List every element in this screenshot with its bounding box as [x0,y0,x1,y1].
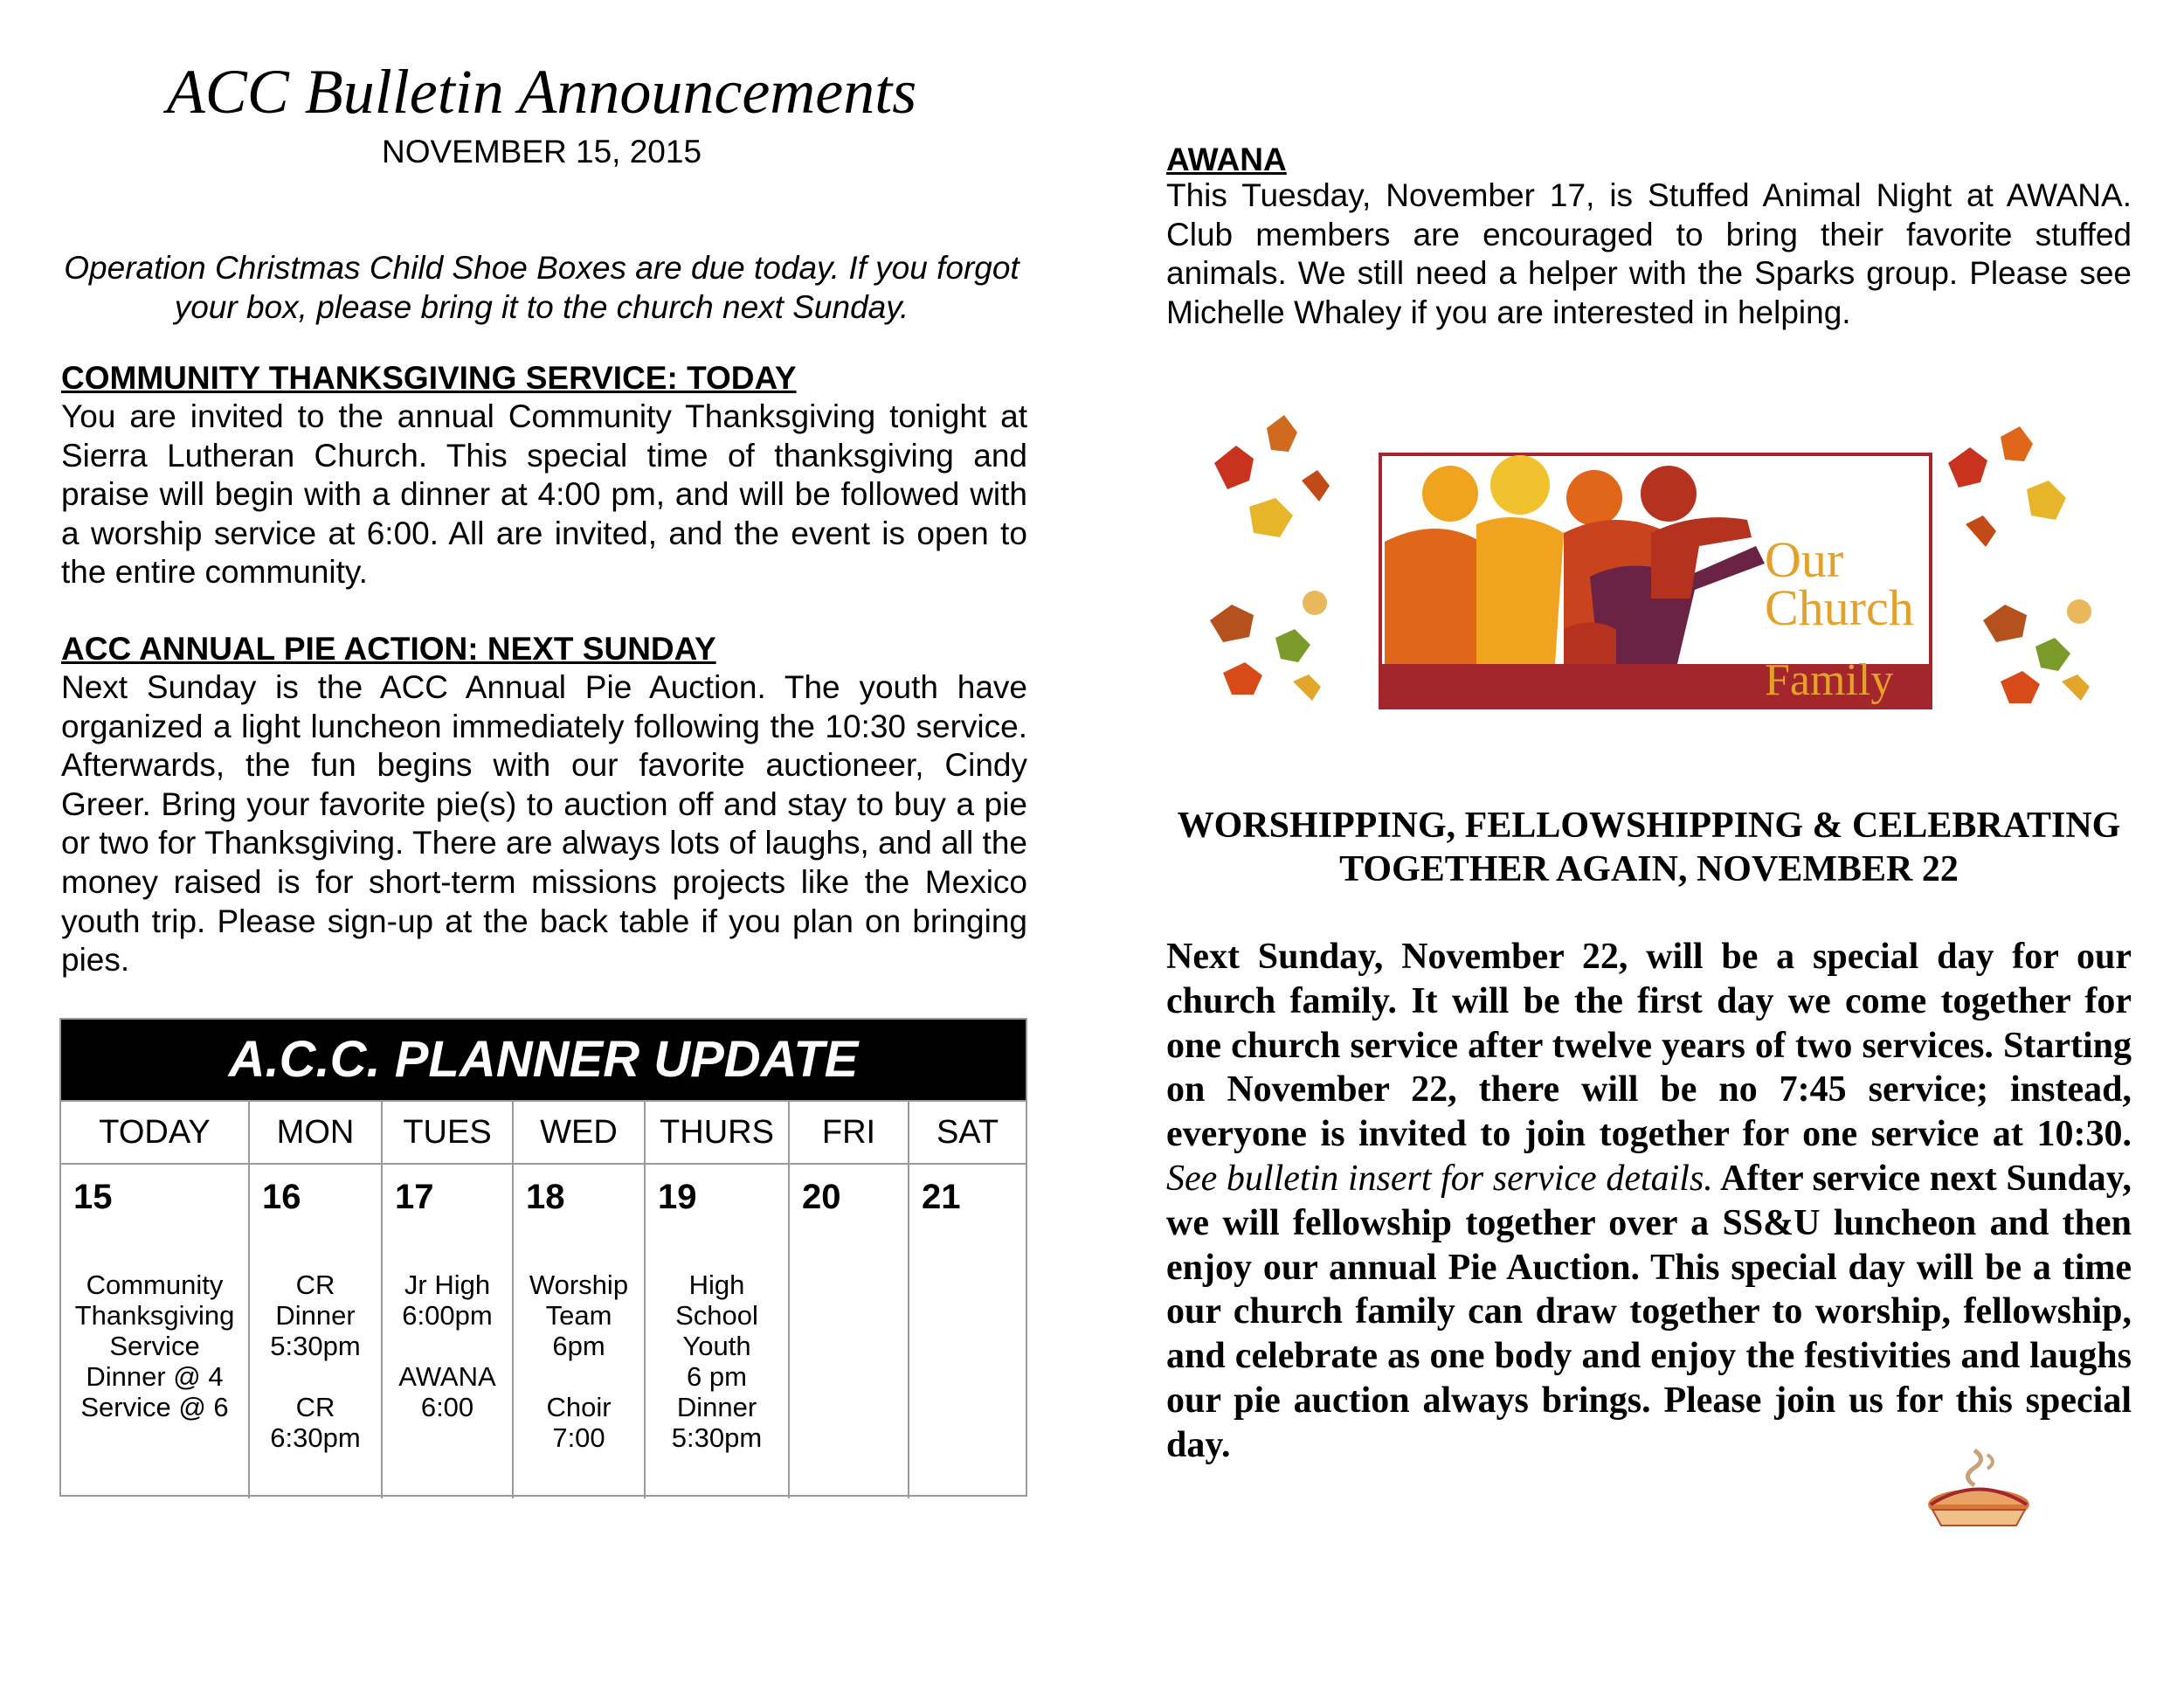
day-events: CR Dinner 5:30pm CR 6:30pm [270,1269,361,1453]
logo-graphic [1197,411,2114,760]
pie-icon [1922,1442,2035,1538]
planner-days-row [61,1100,1026,1165]
awana-heading: AWANA [1166,142,1287,177]
day-header: WED [514,1102,646,1163]
day-cell [383,1165,514,1498]
pie-action-heading: ACC ANNUAL PIE ACTION: NEXT SUNDAY [61,631,716,667]
day-header: TUES [383,1102,514,1163]
day-events: High School Youth 6 pm Dinner 5:30pm [671,1269,763,1453]
celebration-body [1166,935,2132,1468]
day-number: 20 [802,1178,841,1216]
logo-text-church: Church [1765,579,1914,636]
day-number: 19 [658,1178,697,1216]
day-events: Community Thanksgiving Service Dinner @ 4 Service @ 6 [74,1269,235,1422]
autumn-leaves-left [1210,415,1330,701]
planner-cells-row [61,1165,1026,1498]
day-cell [646,1165,790,1498]
bulletin-date: NOVEMBER 15, 2015 [381,134,702,169]
celebration-body-part1: Next Sunday, November 22, will be a special day for our church family. It will be the first day we come together for one church service after twelve years of two services. Starting on November 22, there will be no 7:45 service; instead, everyone is invited to join together for one service at 10:30. [1166,937,2132,1155]
awana-body: This Tuesday, November 17, is Stuffed Animal Night at AWANA. Club members are encouraged to bring their favorite stuffed animals. We still need a helper with the Sparks group. Please see Michelle Whaley if you are interested in helping. [1166,177,2132,330]
our-church-family-logo [1197,411,2114,760]
pie-action-body: Next Sunday is the ACC Annual Pie Auction. The youth have organized a light luncheon immediately following the 10:30 service. Afterwards, the fun begins with our favorite auctioneer, Cindy Greer. Bring your favorite pie(s) to auction off and stay to buy a pie or two for Thanksgiving. There are always lots of laughs, and all the money raised is for short-term missions projects like the Mexico youth trip. Please sign-up at the back table if you plan on bringing pies. [61,669,1027,979]
day-events: Worship Team 6pm Choir 7:00 [529,1269,629,1453]
day-number: 16 [262,1178,301,1216]
day-header: THURS [646,1102,790,1163]
day-number: 15 [73,1178,113,1216]
bulletin-title: ACC Bulletin Announcements [166,57,917,127]
day-header: TODAY [61,1102,250,1163]
day-number: 18 [526,1178,565,1216]
day-cell [250,1165,383,1498]
autumn-leaves-right [1948,426,2091,703]
intro-note: Operation Christmas Child Shoe Boxes are due today. If you forgot your box, please bring it to the church next Sunday. [64,250,1019,325]
pie-action-section [61,629,1027,980]
day-cell [61,1165,250,1498]
planner-title: A.C.C. PLANNER UPDATE [61,1020,1026,1100]
community-heading: COMMUNITY THANKSGIVING SERVICE: TODAY [61,360,797,396]
day-header: MON [250,1102,383,1163]
day-cell [909,1165,1026,1498]
day-number: 17 [395,1178,434,1216]
day-cell [790,1165,909,1498]
celebration-body-part2: After service next Sunday, we will fellowship together over a SS&U luncheon and then enjoy our annual Pie Auction. This special day will be a time our church family can draw together to worship, fellowship, and celebrate as one body and enjoy the festivities and laughs our pie auction always brings. Please join us for this special day. [1166,1158,2132,1465]
celebration-body-italic: See bulletin insert for service details. [1166,1158,1713,1199]
community-section [61,358,1027,592]
logo-text-family: Family [1765,655,1894,705]
day-number: 21 [922,1178,961,1216]
day-header: FRI [790,1102,909,1163]
planner-table [59,1018,1027,1497]
day-cell [514,1165,646,1498]
day-header: SAT [936,1114,999,1151]
day-events: Jr High 6:00pm AWANA 6:00 [398,1269,496,1422]
community-body: You are invited to the annual Community Thanksgiving tonight at Sierra Lutheran Church. This special time of thanksgiving and praise will begin with a dinner at 4:00 pm, and will be followed with a worship service at 6:00. All are invited, and the event is open to the entire community. [61,398,1027,591]
logo-text-our: Our [1765,531,1844,588]
celebration-heading: WORSHIPPING, FELLOWSHIPPING & CELEBRATING TOGETHER AGAIN, NOVEMBER 22 [1177,806,2121,889]
